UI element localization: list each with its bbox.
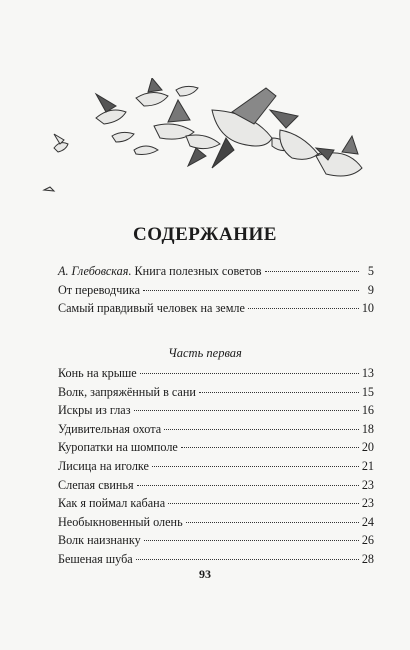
dot-leader <box>168 503 359 504</box>
dot-leader <box>186 522 359 523</box>
toc-page-number: 16 <box>361 403 374 418</box>
dot-leader <box>140 373 359 374</box>
toc-row[interactable] <box>58 301 374 320</box>
toc-page-number: 23 <box>361 496 374 511</box>
toc-page-number: 10 <box>361 301 374 316</box>
toc-row-label: Удивительная охота <box>58 421 162 436</box>
toc-row-label: Конь на крыше <box>58 366 137 380</box>
toc-row[interactable] <box>58 459 374 478</box>
toc-page-number: 21 <box>361 458 374 473</box>
toc-row[interactable] <box>58 366 374 385</box>
toc-row[interactable] <box>58 264 374 283</box>
toc-page-number: 26 <box>361 533 374 548</box>
dot-leader <box>265 271 359 272</box>
toc-row[interactable] <box>58 496 374 515</box>
toc-page-number: 5 <box>367 264 374 278</box>
toc-page-number: 15 <box>361 384 374 399</box>
toc-page-number: 20 <box>361 440 374 455</box>
toc-row-label: Искры из глаз <box>58 403 131 418</box>
toc-row-label: Необыкновенный олень <box>58 514 183 529</box>
toc-page-number: 24 <box>361 514 374 529</box>
dot-leader <box>137 485 359 486</box>
toc-row[interactable] <box>58 478 374 497</box>
dot-leader <box>136 559 359 560</box>
dot-leader <box>248 308 359 309</box>
toc-row-label: А. Глебовская. Книга полезных советов <box>58 264 262 278</box>
dot-leader <box>181 447 359 448</box>
toc-row[interactable] <box>58 440 374 459</box>
toc-page-number: 18 <box>361 421 374 436</box>
dot-leader <box>143 290 359 291</box>
toc-row-label: Как я поймал кабана <box>58 496 166 511</box>
toc-row[interactable] <box>58 403 374 422</box>
dot-leader <box>164 429 359 430</box>
toc-row[interactable] <box>58 385 374 404</box>
toc-page-number: 9 <box>367 282 374 297</box>
toc-row-label: Волк наизнанку <box>58 533 141 548</box>
dot-leader <box>134 410 359 411</box>
toc-row[interactable] <box>58 533 374 552</box>
toc-row[interactable] <box>58 422 374 441</box>
flying-ducks-illustration <box>36 78 376 198</box>
dot-leader <box>199 392 359 393</box>
toc-row-label: Куропатки на шомполе <box>58 440 178 455</box>
toc-page-number: 28 <box>361 551 374 566</box>
toc-row-label: Волк, запряжённый в сани <box>58 384 196 399</box>
toc-row-label: Самый правдивый человек на земле <box>58 301 245 316</box>
toc-row[interactable] <box>58 515 374 534</box>
toc-row-label: От переводчика <box>58 282 141 297</box>
contents-title: СОДЕРЖАНИЕ <box>133 224 277 245</box>
dot-leader <box>152 466 359 467</box>
toc-page-number: 23 <box>361 477 374 492</box>
part-title: Часть первая <box>168 346 242 360</box>
toc-row-label: Бешеная шуба <box>58 551 133 566</box>
page-number: 93 <box>199 567 211 581</box>
intro-list <box>58 264 374 320</box>
dot-leader <box>144 540 359 541</box>
toc-row-label: Слепая свинья <box>58 477 134 492</box>
chapter-list <box>58 366 374 571</box>
toc-row-label: Лисица на иголке <box>58 458 149 473</box>
toc-row[interactable] <box>58 283 374 302</box>
toc-page-number: 13 <box>361 366 374 380</box>
